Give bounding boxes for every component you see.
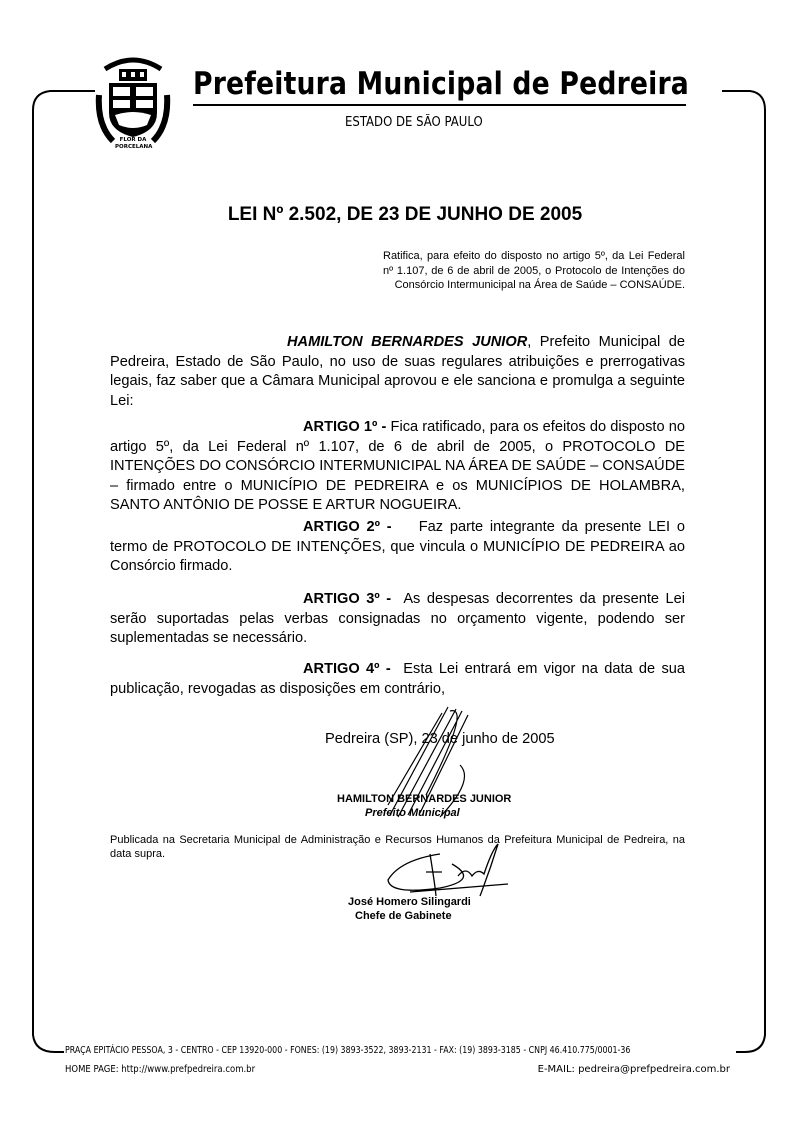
footer-address: PRAÇA EPITÁCIO PESSOA, 3 - CENTRO - CEP 13920-000 - FONES: (19) 3893-3522, 3893-2131 - FAX: (19) 3893-3185 - CNPJ 46.410.775/0001-36 bbox=[65, 1045, 631, 1056]
article-text: Esta Lei entrará em vigor na data de sua publicação, revogadas as disposições em contrário, bbox=[110, 661, 690, 697]
signer-role: Prefeito Municipal bbox=[365, 807, 460, 819]
footer-email: E-MAIL: pedreira@prefpedreira.com.br bbox=[537, 1064, 730, 1075]
article-label: ARTIGO 3º - bbox=[303, 591, 392, 607]
preamble-name: HAMILTON BERNARDES JUNIOR bbox=[287, 334, 528, 350]
article-1 bbox=[110, 418, 685, 516]
article-2 bbox=[110, 518, 690, 577]
header-subtitle: ESTADO DE SÃO PAULO bbox=[345, 115, 483, 130]
law-title: LEI Nº 2.502, DE 23 DE JUNHO DE 2005 bbox=[227, 204, 583, 225]
preamble-paragraph bbox=[110, 333, 685, 411]
article-4 bbox=[110, 660, 690, 699]
signer-name: HAMILTON BERNARDES JUNIOR bbox=[337, 793, 512, 805]
article-text: Faz parte integrante da presente LEI o termo de PROTOCOLO DE INTENÇÕES, que vincula o MUNICÍPIO DE PEDREIRA ao Consórcio firmado. bbox=[110, 519, 690, 574]
mayor-signature bbox=[380, 705, 480, 825]
header-rule bbox=[193, 104, 686, 106]
article-3 bbox=[110, 590, 690, 649]
cosigner-role: Chefe de Gabinete bbox=[355, 910, 452, 922]
chief-signature bbox=[380, 840, 510, 900]
article-text: As despesas decorrentes da presente Lei serão suportadas pelas verbas consignadas no orçamento vigente, podendo ser suplementadas se necessário. bbox=[110, 591, 690, 646]
law-ementa: Ratifica, para efeito do disposto no artigo 5º, da Lei Federal nº 1.107, de 6 de abril de 2005, o Protocolo de Intenções do Consórcio Intermunicipal na Área de Saúde – CONSAÚDE. bbox=[383, 250, 685, 291]
publication-note: Publicada na Secretaria Municipal de Administração e Recursos Humanos da Prefeitura Municipal de Pedreira, na data supra. bbox=[110, 834, 685, 860]
cosigner-name: José Homero Silingardi bbox=[348, 896, 471, 908]
article-label: ARTIGO 1º - bbox=[303, 419, 387, 435]
date-line: Pedreira (SP), 23 de junho de 2005 bbox=[325, 731, 555, 747]
crest-motto: FLOR DA PORCELANA bbox=[115, 137, 153, 150]
article-text: Fica ratificado, para os efeitos do disposto no artigo 5º, da Lei Federal nº 1.107, de 6 de abril de 2005, o PROTOCOLO DE INTENÇÕES DO CONSÓRCIO INTERMUNICIPAL NA ÁREA DE SAÚDE – CONSAÚDE – firmado entre o MUNICÍPIO DE PEDREIRA e os MUNICÍPIOS DE HOLAMBRA, SANTO ANTÔNIO DE POSSE E ARTUR NOGUEIRA. bbox=[110, 419, 685, 513]
article-label: ARTIGO 4º - bbox=[303, 661, 391, 677]
article-label: ARTIGO 2º - bbox=[303, 519, 392, 535]
footer-homepage: HOME PAGE: http://www.prefpedreira.com.br bbox=[65, 1064, 256, 1075]
preamble-text: , Prefeito Municipal de Pedreira, Estado de São Paulo, no uso de suas regulares atribuições e prerrogativas legais, faz saber que a Câmara Municipal aprovou e ele sanciona e promulga a seguinte Lei: bbox=[110, 334, 685, 409]
header-title: Prefeitura Municipal de Pedreira bbox=[193, 66, 689, 102]
